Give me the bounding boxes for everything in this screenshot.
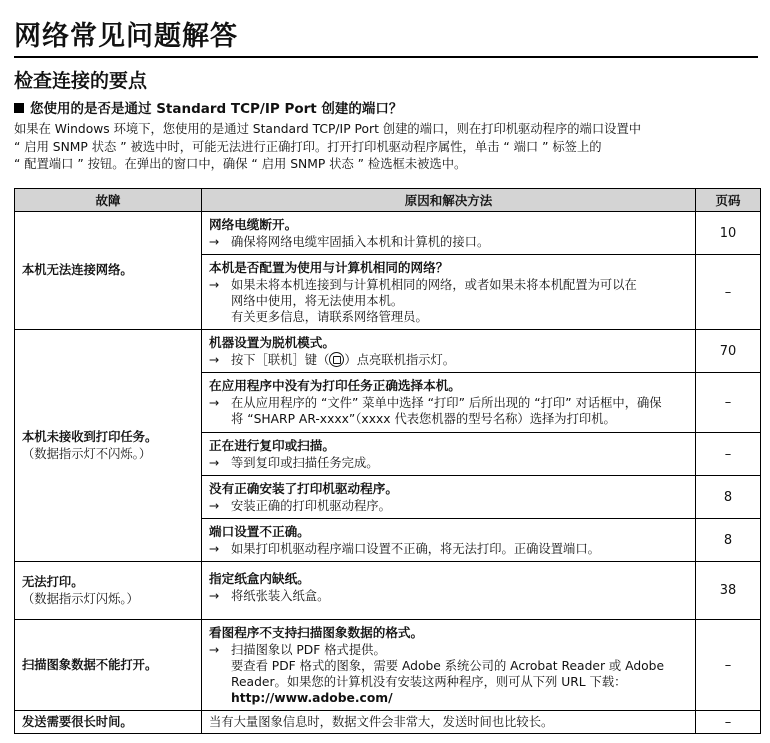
table-row <box>15 711 761 734</box>
arrow-icon: → <box>209 589 220 603</box>
cause-heading: 没有正确安装了打印机驱动程序。 <box>209 481 398 496</box>
arrow-icon: → <box>209 456 220 470</box>
fault-cell <box>15 620 202 711</box>
page-number: 8 <box>696 476 761 519</box>
arrow-icon: → <box>209 542 220 556</box>
cause-cell <box>202 562 696 620</box>
square-bullet-icon <box>14 103 24 113</box>
solution-line: Reader。如果您的计算机没有安装这两种程序，则可从下列 URL 下载： <box>231 675 627 689</box>
solution-line: 将纸张装入纸盒。 <box>231 589 330 603</box>
table-row <box>15 212 761 255</box>
page-number: 10 <box>696 212 761 255</box>
fault-text: 扫描图象数据不能打开。 <box>22 657 158 672</box>
fault-note: （数据指示灯闪烁。） <box>22 591 139 606</box>
fault-cell <box>15 562 202 620</box>
solution-line: 如果未将本机连接到与计算机相同的网络，或者如果未将本机配置为可以在 <box>231 278 637 292</box>
arrow-icon: → <box>209 643 220 657</box>
cause-heading: 本机是否配置为使用与计算机相同的网络？ <box>209 260 449 275</box>
question-heading <box>14 97 402 117</box>
adobe-url-link[interactable]: http://www.adobe.com/ <box>231 691 393 705</box>
fault-cell <box>15 711 202 734</box>
cause-heading: 端口设置不正确。 <box>209 524 310 539</box>
column-header-fault: 故障 <box>15 189 202 212</box>
page-number: – <box>696 711 761 734</box>
online-key-icon <box>329 352 344 367</box>
solution-line: 有关更多信息，请联系网络管理员。 <box>231 310 428 324</box>
solution-line: 扫描图象以 PDF 格式提供。 <box>231 643 386 657</box>
arrow-icon: → <box>209 396 220 410</box>
solution-line: 当有大量图象信息时，数据文件会非常大，发送时间也比较长。 <box>209 715 554 729</box>
solution-line: 确保将网络电缆牢固插入本机和计算机的接口。 <box>231 235 490 249</box>
arrow-icon: → <box>209 235 220 249</box>
cause-cell <box>202 620 696 711</box>
arrow-icon: → <box>209 499 220 513</box>
question-text: 您使用的是否是通过 Standard TCP/IP Port 创建的端口？ <box>30 101 403 117</box>
intro-line: “ 启用 SNMP 状态 ” 被选中时，可能无法进行正确打印。打开打印机驱动程序属性，单击 “ 端口 ” 标签上的 <box>14 139 602 154</box>
intro-paragraph <box>14 121 760 174</box>
faq-table <box>14 188 761 734</box>
table-row <box>15 330 761 373</box>
page-number: 70 <box>696 330 761 373</box>
page-number: – <box>696 255 761 330</box>
fault-note: （数据指示灯不闪烁。） <box>22 446 152 461</box>
solution-line: 如果打印机驱动程序端口设置不正确，将无法打印。正确设置端口。 <box>231 542 600 556</box>
table-row <box>15 620 761 711</box>
arrow-icon: → <box>209 353 220 367</box>
table-header-row <box>15 189 761 212</box>
solution-line: 按下［联机］键（ <box>231 353 330 367</box>
table-row <box>15 562 761 620</box>
cause-cell <box>202 476 696 519</box>
solution-line: 安装正确的打印机驱动程序。 <box>231 499 391 513</box>
page-title: 网络常见问题解答 <box>14 21 238 52</box>
fault-text: 无法打印。 <box>22 574 84 589</box>
fault-text: 发送需要很长时间。 <box>22 714 133 729</box>
solution-line: 将 “SHARP AR-xxxx”（xxxx 代表您机器的型号名称）选择为打印机。 <box>231 412 616 426</box>
cause-heading: 看图程序不支持扫描图象数据的格式。 <box>209 625 424 640</box>
solution-line: ）点亮联机指示灯。 <box>344 353 456 367</box>
cause-cell <box>202 212 696 255</box>
fault-cell <box>15 212 202 330</box>
cause-heading: 正在进行复印或扫描。 <box>209 438 335 453</box>
column-header-page: 页码 <box>696 189 761 212</box>
cause-cell <box>202 519 696 562</box>
fault-text: 本机未接收到打印任务。 <box>22 429 158 444</box>
cause-heading: 机器设置为脱机模式。 <box>209 335 335 350</box>
page-number: 8 <box>696 519 761 562</box>
fault-cell <box>15 330 202 562</box>
title-rule <box>14 56 758 58</box>
section-subtitle: 检查连接的要点 <box>14 70 148 92</box>
solution-line: 网络中使用，将无法使用本机。 <box>231 294 404 308</box>
cause-cell <box>202 255 696 330</box>
column-header-cause: 原因和解决方法 <box>202 189 696 212</box>
intro-line: “ 配置端口 ” 按钮。在弹出的窗口中，确保 “ 启用 SNMP 状态 ” 检选框未被选中。 <box>14 157 467 171</box>
page-number: 38 <box>696 562 761 620</box>
intro-line: 如果在 Windows 环境下，您使用的是通过 Standard TCP/IP Port 创建的端口，则在打印机驱动程序的端口设置中 <box>14 122 642 136</box>
cause-cell <box>202 373 696 433</box>
page-number: – <box>696 620 761 711</box>
page-number: – <box>696 373 761 433</box>
page-number: – <box>696 433 761 476</box>
cause-cell <box>202 711 696 734</box>
cause-cell <box>202 330 696 373</box>
arrow-icon: → <box>209 278 220 292</box>
cause-cell <box>202 433 696 476</box>
cause-heading: 在应用程序中没有为打印任务正确选择本机。 <box>209 378 461 393</box>
fault-text: 本机无法连接网络。 <box>22 263 133 277</box>
cause-heading: 指定纸盒内缺纸。 <box>209 571 310 586</box>
solution-line: 在从应用程序的 “文件” 菜单中选择 “打印” 后所出现的 “打印” 对话框中，确保 <box>231 396 662 410</box>
solution-line: 等到复印或扫描任务完成。 <box>231 456 379 470</box>
solution-line: 要查看 PDF 格式的图象，需要 Adobe 系统公司的 Acrobat Reader 或 Adobe <box>231 659 665 673</box>
cause-heading: 网络电缆断开。 <box>209 217 298 232</box>
